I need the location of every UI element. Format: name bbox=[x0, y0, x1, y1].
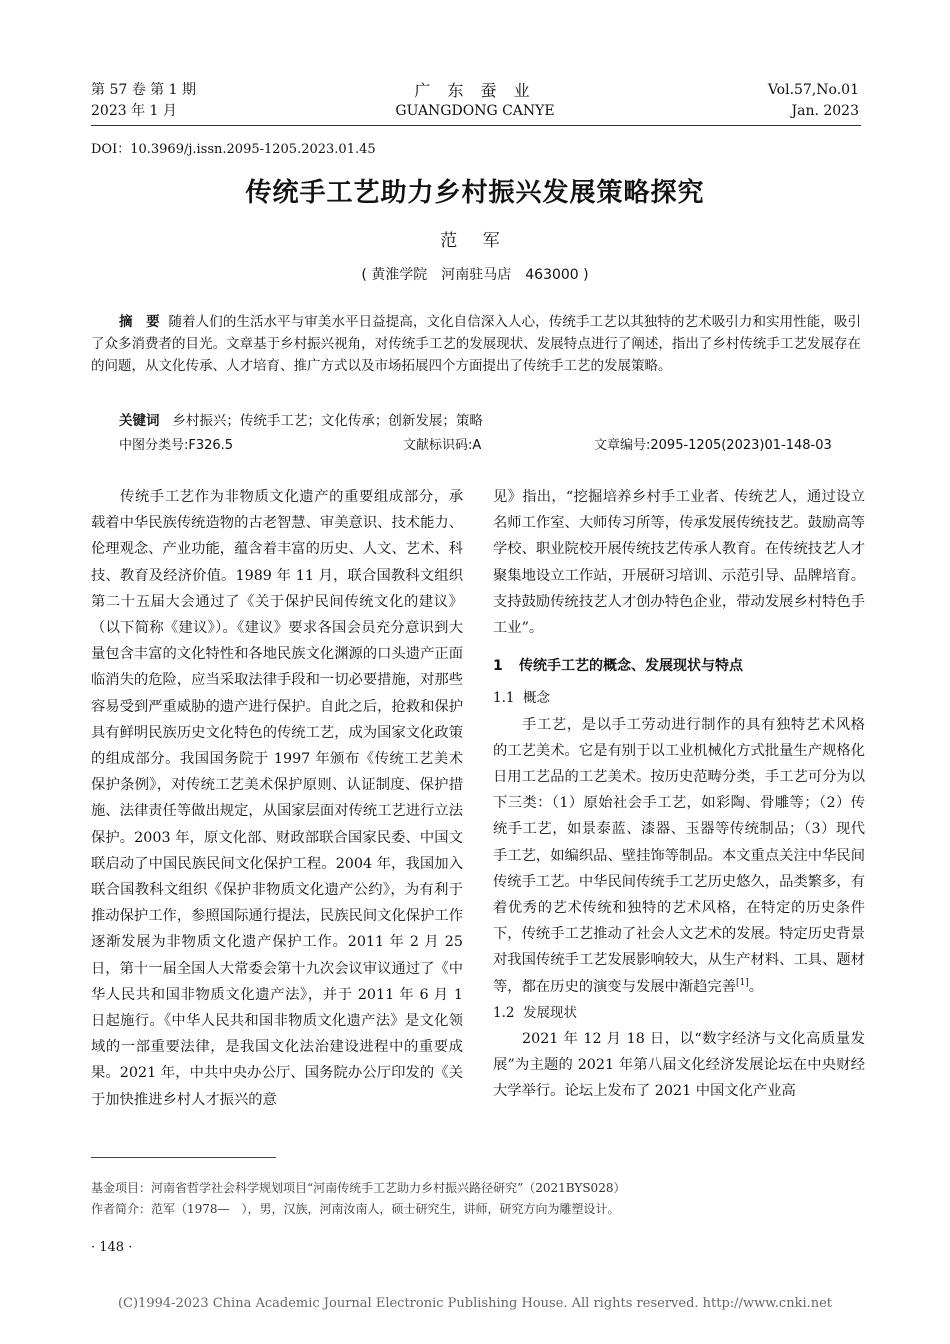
abstract-text: 随着人们的生活水平与审美水平日益提高，文化自信深入人心，传统手工艺以其独特的艺术吸引力和实用性能，吸引了众多消费者的目光。文章基于乡村振兴视角，对传统手工艺的发展现状、发展特点进行了阐述，指出了乡村传统手工艺发展存在的问题，从文化传承、人才培育、推广方式以及市场拓展四个方面提出了传统手工艺的发展策略。 bbox=[91, 314, 862, 374]
body-paragraph: 见》指出，“挖掘培养乡村手工业者、传统艺人，通过设立名师工作室、大师传习所等，传承发展传统技艺。鼓励高等学校、职业院校开展传统技艺传承人教育。在传统技艺人才聚集地设立工作站，开展研习培训、示范引导、品牌培育。支持鼓励传统技艺人才创办特色企业，带动发展乡村特色手工业”。 bbox=[493, 489, 865, 637]
section-number: 1 bbox=[493, 658, 503, 675]
doi: DOI：10.3969/j.issn.2095-1205.2023.01.45 bbox=[91, 142, 376, 157]
abstract bbox=[91, 311, 861, 377]
body-paragraph: 2021 年 12 月 18 日，以“数字经济与文化高质量发展”为主题的 2021 年第八届文化经济发展论坛在中央财经大学举行。论坛上发布了 2021 中国文化产业高 bbox=[493, 1031, 865, 1100]
section-heading-1 bbox=[493, 653, 865, 679]
date-cn: 2023 年 1 月 bbox=[91, 103, 177, 119]
clc-number: 中图分类号:F326.5 bbox=[119, 438, 234, 453]
subsection-number: 1.1 bbox=[493, 690, 515, 707]
keywords bbox=[119, 409, 483, 429]
subsection-heading-1-1 bbox=[493, 685, 865, 711]
volume-cn: 第 57 卷 第 1 期 bbox=[91, 82, 196, 98]
concept-end: 。 bbox=[748, 978, 764, 995]
citation: [1] bbox=[736, 977, 749, 988]
document-code: 文献标识码:A bbox=[403, 438, 482, 453]
header-right bbox=[768, 80, 859, 122]
body-column-left bbox=[91, 484, 463, 1113]
paper-title: 传统手工艺助力乡村振兴发展策略探究 bbox=[245, 178, 705, 208]
affiliation: ( 黄淮学院 河南驻马店 463000 ) bbox=[361, 267, 589, 283]
keywords-label: 关键词 bbox=[119, 413, 160, 429]
journal-name-cn: 广 东 蚕 业 bbox=[414, 81, 536, 100]
abstract-label: 摘 要 bbox=[119, 314, 160, 330]
subsection-title: 概念 bbox=[523, 690, 550, 707]
page-number: · 148 · bbox=[91, 1240, 133, 1255]
body-paragraph: 传统手工艺作为非物质文化遗产的重要组成部分，承载着中华民族传统造物的古老智慧、审美意识、技术能力、伦理观念、产业功能，蕴含着丰富的历史、人文、艺术、科技、教育及经济价值。1989 年 11 月，联合国教科文组织第二十五届大会通过了《关于保护民间传统文化的建议》（以下简称《建议》）。《建议》要求各国会员充分意识到大量包含丰富的文化特性和各地民族文化渊源的口头遗产正面临消失的危险，应当采取法律手段和一切必要措施，对那些容易受到严重威胁的遗产进行保护。自此之后，抢救和保护具有鲜明民族历史文化特色的传统工艺，成为国家文化政策的组成部分。我国国务院于 1997 年颁布《传统工艺美术保护条例》，对传统工艺美术保护原则、认证制度、保护措施、法律责任等做出规定，从国家层面对传统工艺进行立法保护。2003 年，原文化部、财政部联合国家民委、中国文联启动了中国民族民间文化保护工程。2004 年，我国加入联合国教科文组织《保护非物质文化遗产公约》，为有利于推动保护工作，参照国际通行提法，民族民间文化保护工作逐渐发展为非物质文化遗产保护工作。2011 年 2 月 25 日，第十一届全国人大常委会第十九次会议审议通过了《中华人民共和国非物质文化遗产法》，并于 2011 年 6 月 1 日起施行。《中华人民共和国非物质文化遗产法》是文化领域的一部重要法律，是我国文化法治建设进程中的重要成果。2021 年，中共中央办公厅、国务院办公厅印发的《关于加快推进乡村人才振兴的意 bbox=[91, 489, 463, 1108]
body-column-right bbox=[493, 484, 865, 1105]
footnotes bbox=[91, 1178, 625, 1220]
concept-text: 手工艺，是以手工劳动进行制作的具有独特艺术风格的工艺美术。它是有别于以工业机械化方式批量生产规格化日用工艺品的工艺美术。按历史范畴分类，手工艺可分为以下三类：（1）原始社会手工艺，如彩陶、骨雕等；（2）传统手工艺，如景泰蓝、漆器、玉器等传统制品；（3）现代手工艺，如编织品、壁挂饰等制品。本文重点关注中华民间传统手工艺。中华民间传统手工艺历史悠久，品类繁多，有着优秀的艺术传统和独特的艺术风格，在特定的历史条件下，传统手工艺推动了社会人文艺术的发展。特定历史背景对我国传统手工艺发展影响较大，从生产材料、工具、题材等，都在历史的演变与发展中渐趋完善 bbox=[493, 716, 865, 995]
subsection-number: 1.2 bbox=[493, 1004, 515, 1021]
subsection-title: 发展现状 bbox=[523, 1004, 577, 1021]
date-en: Jan. 2023 bbox=[791, 103, 859, 119]
copyright-notice: (C)1994-2023 China Academic Journal Electronic Publishing House. All rights reserved. http://www.cnki.net bbox=[117, 1296, 833, 1311]
footnote-fund: 基金项目：河南省哲学社会科学规划项目“河南传统手工艺助力乡村振兴路径研究”（2021BYS028） bbox=[91, 1181, 626, 1195]
body-paragraph bbox=[493, 712, 865, 1000]
volume-en: Vol.57,No.01 bbox=[767, 82, 859, 98]
header-divider bbox=[91, 125, 861, 126]
footnote-divider bbox=[91, 1157, 276, 1158]
keywords-text: 乡村振兴；传统手工艺；文化传承；创新发展；策略 bbox=[172, 413, 483, 429]
author: 范 军 bbox=[440, 231, 510, 251]
subsection-heading-1-2 bbox=[493, 1000, 865, 1026]
section-title: 传统手工艺的概念、发展现状与特点 bbox=[519, 658, 743, 675]
article-number: 文章编号:2095-1205(2023)01-148-03 bbox=[594, 438, 832, 453]
journal-name-en: GUANGDONG CANYE bbox=[395, 103, 555, 119]
footnote-author-bio: 作者简介：范军（1978— ），男，汉族，河南汝南人，硕士研究生，讲师，研究方向为雕塑设计。 bbox=[91, 1202, 620, 1216]
